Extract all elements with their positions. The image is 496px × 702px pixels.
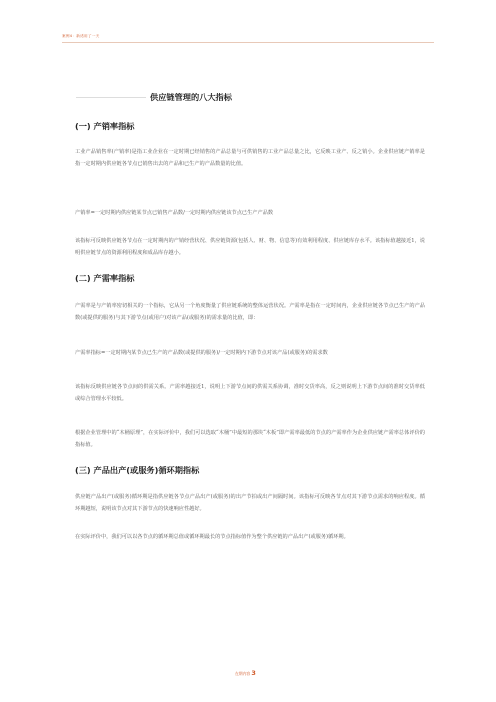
paragraph: 该指标可反映供应链各节点在一定时期内的产销经营状况、供应链资源(包括人、财、物、信息等)有效利用程度、供应链库存水平。该指标值越接近1，说明供应链节点的资源利用程度和成品库存越小。 (75, 238, 425, 256)
page-footer (235, 669, 256, 677)
paragraph: 在实际评价中，我们可以以各节点的循环期总值或循环期最长的节点指标值作为整个供应链的产品出产(或服务)循环期。 (75, 534, 349, 540)
footer-label: 在期内容 (235, 671, 251, 676)
header-rule (62, 42, 434, 43)
paragraph: 根据企业管理中的“木桶原理”，在实际评价中，我们可以选取“木桶”中最短的那块“木板”即产需率最低的节点的产需率作为企业供应链产需率总体评价的指标值。 (75, 430, 425, 448)
section-heading-1: (一) 产销率指标 (75, 121, 135, 131)
section-heading-3: (三) 产品出产(或服务)循环期指标 (75, 465, 200, 475)
paragraph: 该指标反映供应链各节点间的供需关系。产需率越接近1，说明上下游节点间的供需关系协调，准时交货率高，反之则说明上下游节点间的准时交货率低或综合管理水平较低。 (75, 384, 425, 402)
page-title: 供应链管理的八大指标 (150, 92, 232, 102)
paragraph: 产需率是与产销率密切相关的一个指标，它从另一个角度衡量了供应链系统的整体运营状况。产需率是指在一定时间内，企业供应链各节点已生产的产品数(或提供的服务)与其下游节点(或用户)对该产品(或服务)的需求量的比值，即： (75, 303, 425, 321)
section-heading-2: (二) 产需率指标 (75, 273, 135, 283)
formula: 产销率=一定时期内供应链某节点已销售产品数/一定时期内供应链该节点已生产产品数 (75, 210, 274, 216)
paragraph: 工业产品销售率(产销率)是指工业企业在一定时期已经销售的产品总量与可供销售的工业产品总量之比，它反映工业产、反之销小。企业供应链产销率是指一定时期内供应链各节点已销售出去的产品和已生产的产品数量的比值。 (75, 149, 425, 167)
formula: 产需率指标=一定时期内某节点已生产的产品数(或提供的服务)/一定时期内下游节点对该产品(或服务)的需求数 (75, 350, 328, 356)
page-header: 案例4：新适用了一天 (62, 34, 100, 38)
page-number: 3 (251, 669, 256, 677)
title-underline (76, 97, 146, 98)
paragraph: 供应链产品出产(或服务)循环期是指供应链各节点产品出产(或服务)的出产节拍或出产间隔时间。该指标可反映各节点对其下游节点需求的响应程度。循环期越短，说明该节点对其下游节点的快速响应性越好。 (75, 494, 425, 512)
